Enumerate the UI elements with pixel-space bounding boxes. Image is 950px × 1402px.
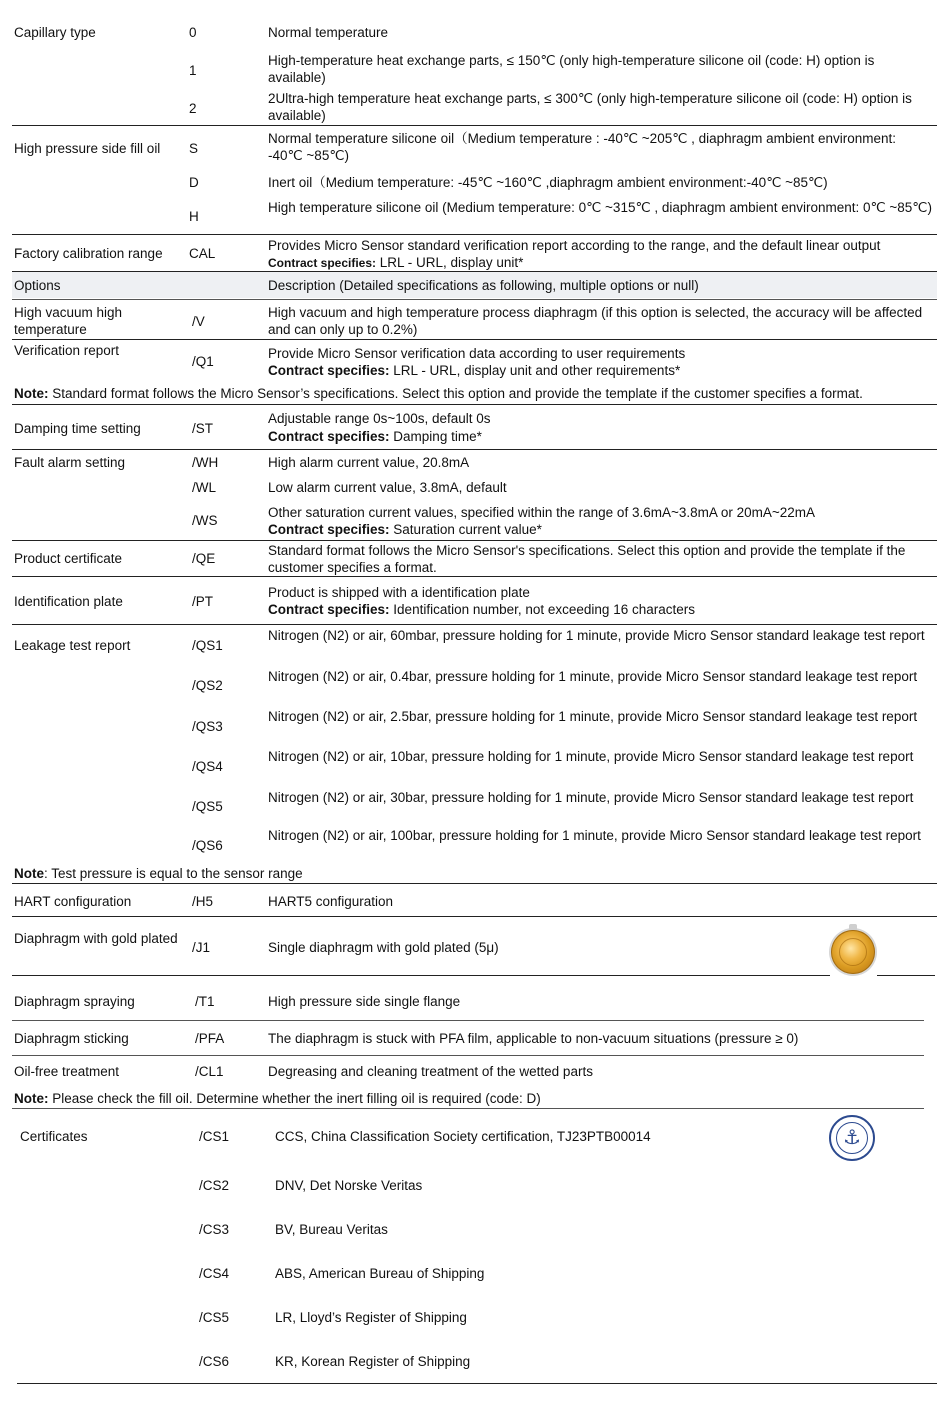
- cert-desc-cs5: LR, Lloyd’s Register of Shipping: [275, 1310, 467, 1325]
- divider: [12, 624, 937, 625]
- calibration-code: CAL: [189, 246, 216, 261]
- oil-free-label: Oil-free treatment: [14, 1064, 120, 1079]
- fill-oil-desc-d: Inert oil（Medium temperature: -45℃ ~160℃ ,diaphragm ambient environment:-40℃ ~85℃): [268, 175, 828, 190]
- id-plate-desc: Product is shipped with a identification plate: [268, 585, 530, 600]
- cert-desc-cs1: CCS, China Classification Society certification, TJ23PTB00014: [275, 1129, 651, 1144]
- leakage-label: Leakage test report: [14, 638, 131, 653]
- fault-alarm-desc-wh: High alarm current value, 20.8mA: [268, 455, 470, 470]
- divider: [12, 1020, 924, 1021]
- contract-label: Contract specifies:: [268, 363, 390, 378]
- note-text: Please check the fill oil. Determine whether the inert filling oil is required (code: D): [48, 1091, 541, 1106]
- sticking-code: /PFA: [195, 1031, 225, 1046]
- contract-text: LRL - URL, display unit and other requirements*: [389, 363, 681, 378]
- contract-label: Contract specifies:: [268, 522, 390, 537]
- cert-code-cs2: /CS2: [199, 1178, 230, 1193]
- leakage-desc-qs2: Nitrogen (N2) or air, 0.4bar, pressure holding for 1 minute, provide Micro Sensor standard leakage test report: [268, 669, 918, 684]
- vacuum-code: /V: [192, 314, 205, 329]
- spraying-code: /T1: [195, 994, 215, 1009]
- gold-desc: Single diaphragm with gold plated (5μ): [268, 940, 499, 955]
- capillary-desc-2: 2Ultra-high temperature heat exchange parts, ≤ 300℃ (only high-temperature silicone oil (code: H) option is available): [268, 91, 912, 123]
- product-certificate-desc: Standard format follows the Micro Sensor's specifications. Select this option and provide the template if the customer specifies a format.: [268, 543, 906, 575]
- contract-label: Contract specifies:: [268, 429, 390, 444]
- divider: [12, 540, 937, 541]
- note-text: Standard format follows the Micro Sensor’s specifications. Select this option and provide the template if the customer specifies a format.: [48, 386, 863, 401]
- verification-code: /Q1: [192, 354, 214, 369]
- id-plate-contract: [268, 601, 932, 618]
- verification-label: Verification report: [14, 343, 120, 358]
- cert-desc-cs4: ABS, American Bureau of Shipping: [275, 1266, 485, 1281]
- divider: [12, 234, 937, 235]
- capillary-code-2: 2: [189, 101, 197, 116]
- leakage-desc-qs4: Nitrogen (N2) or air, 10bar, pressure holding for 1 minute, provide Micro Sensor standard leakage test report: [268, 749, 914, 764]
- fill-oil-code-s: S: [189, 141, 199, 156]
- calibration-label: Factory calibration range: [14, 246, 163, 261]
- gold-label: Diaphragm with gold plated: [14, 931, 178, 946]
- note-label: Note:: [14, 1091, 49, 1106]
- cert-code-cs3: /CS3: [199, 1222, 230, 1237]
- divider: [12, 576, 937, 577]
- oil-free-desc: Degreasing and cleaning treatment of the wetted parts: [268, 1064, 593, 1079]
- fault-alarm-label: Fault alarm setting: [14, 455, 126, 470]
- divider: [17, 1383, 937, 1384]
- divider: [12, 449, 937, 450]
- fill-oil-desc-h: High temperature silicone oil (Medium temperature: 0℃ ~315℃ , diaphragm ambient environment: 0℃ ~85℃): [268, 200, 932, 215]
- hart-label: HART configuration: [14, 894, 132, 909]
- cert-desc-cs6: KR, Korean Register of Shipping: [275, 1354, 471, 1369]
- divider: [12, 916, 937, 917]
- sticking-desc: The diaphragm is stuck with PFA film, applicable to non-vacuum situations (pressure ≥ 0): [268, 1031, 799, 1046]
- contract-text: Damping time*: [389, 429, 482, 444]
- contract-label: Contract specifies:: [268, 256, 377, 270]
- leakage-desc-qs5: Nitrogen (N2) or air, 30bar, pressure holding for 1 minute, provide Micro Sensor standard leakage test report: [268, 790, 914, 805]
- divider: [12, 339, 937, 340]
- fill-oil-label: High pressure side fill oil: [14, 141, 161, 156]
- spraying-label: Diaphragm spraying: [14, 994, 135, 1009]
- ccs-seal-icon: ⚓: [829, 1115, 875, 1161]
- fill-oil-desc-s: Normal temperature silicone oil（Medium temperature : -40℃ ~205℃ , diaphragm ambient environment: -40℃ ~85℃): [268, 131, 896, 163]
- id-plate-label: Identification plate: [14, 594, 123, 609]
- gold-diaphragm-icon: [831, 930, 875, 974]
- certificates-label: Certificates: [20, 1129, 88, 1144]
- cert-code-cs5: /CS5: [199, 1310, 230, 1325]
- contract-text: LRL - URL, display unit*: [376, 255, 524, 270]
- note-text: : Test pressure is equal to the sensor range: [44, 866, 303, 881]
- capillary-code-1: 1: [189, 63, 197, 78]
- damping-contract: [268, 428, 932, 445]
- capillary-desc-0: Normal temperature: [268, 25, 389, 40]
- hart-code: /H5: [192, 894, 214, 909]
- product-certificate-label: Product certificate: [14, 551, 123, 566]
- damping-desc: Adjustable range 0s~100s, default 0s: [268, 411, 491, 426]
- capillary-code-0: 0: [189, 25, 197, 40]
- leakage-desc-qs6: Nitrogen (N2) or air, 100bar, pressure holding for 1 minute, provide Micro Sensor standard leakage test report: [268, 828, 921, 843]
- fault-alarm-code-wh: /WH: [192, 455, 219, 470]
- spraying-desc: High pressure side single flange: [268, 994, 461, 1009]
- fill-oil-code-d: D: [189, 175, 199, 190]
- fault-alarm-code-ws: /WS: [192, 513, 218, 528]
- cert-code-cs4: /CS4: [199, 1266, 230, 1281]
- verification-contract: [268, 362, 932, 379]
- leakage-desc-qs1: Nitrogen (N2) or air, 60mbar, pressure holding for 1 minute, provide Micro Sensor standard leakage test report: [268, 628, 925, 643]
- fill-oil-code-h: H: [189, 209, 199, 224]
- note-label: Note:: [14, 386, 49, 401]
- cert-desc-cs3: BV, Bureau Veritas: [275, 1222, 388, 1237]
- vacuum-label: High vacuum high temperature: [14, 305, 123, 337]
- capillary-label: Capillary type: [14, 25, 96, 40]
- leakage-code-qs4: /QS4: [192, 759, 223, 774]
- leakage-code-qs2: /QS2: [192, 678, 223, 693]
- options-header-label: Options: [14, 278, 61, 293]
- cert-code-cs6: /CS6: [199, 1354, 230, 1369]
- sticking-label: Diaphragm sticking: [14, 1031, 129, 1046]
- divider: [877, 975, 935, 976]
- divider: [12, 1055, 924, 1056]
- hart-desc: HART5 configuration: [268, 894, 394, 909]
- vacuum-desc: High vacuum and high temperature process diaphragm (if this option is selected, the accuracy will be affected and can only up to 0.2%): [268, 305, 923, 337]
- leakage-code-qs6: /QS6: [192, 838, 223, 853]
- contract-label: Contract specifies:: [268, 602, 390, 617]
- product-certificate-code: /QE: [192, 551, 216, 566]
- fault-alarm-contract: [268, 521, 932, 538]
- cert-code-cs1: /CS1: [199, 1129, 230, 1144]
- divider: [12, 883, 937, 884]
- divider: [12, 404, 937, 405]
- verification-desc: Provide Micro Sensor verification data according to user requirements: [268, 346, 686, 361]
- note-test-pressure: [14, 865, 914, 882]
- gold-code: /J1: [192, 940, 211, 955]
- leakage-code-qs1: /QS1: [192, 638, 223, 653]
- note-label: Note: [14, 866, 44, 881]
- damping-code: /ST: [192, 421, 214, 436]
- contract-text: Identification number, not exceeding 16 characters: [389, 602, 695, 617]
- cert-desc-cs2: DNV, Det Norske Veritas: [275, 1178, 423, 1193]
- leakage-code-qs3: /QS3: [192, 719, 223, 734]
- fault-alarm-desc-wl: Low alarm current value, 3.8mA, default: [268, 480, 507, 495]
- options-header-desc: Description (Detailed specifications as following, multiple options or null): [268, 278, 699, 293]
- note-standard-format: [14, 385, 939, 402]
- divider: [12, 1108, 924, 1109]
- calibration-contract: [268, 254, 932, 272]
- divider: [12, 299, 937, 300]
- contract-text: Saturation current value*: [389, 522, 542, 537]
- damping-label: Damping time setting: [14, 421, 141, 436]
- note-fill-oil: [14, 1090, 924, 1107]
- capillary-desc-1: High-temperature heat exchange parts, ≤ 150℃ (only high-temperature silicone oil (code: H) option is available): [268, 53, 875, 85]
- fault-alarm-desc-ws: Other saturation current values, specified within the range of 3.6mA~3.8mA or 20mA~22mA: [268, 505, 816, 520]
- oil-free-code: /CL1: [195, 1064, 224, 1079]
- divider: [12, 975, 830, 976]
- fault-alarm-code-wl: /WL: [192, 480, 217, 495]
- id-plate-code: /PT: [192, 594, 214, 609]
- leakage-desc-qs3: Nitrogen (N2) or air, 2.5bar, pressure holding for 1 minute, provide Micro Sensor standard leakage test report: [268, 709, 918, 724]
- divider: [12, 125, 937, 126]
- calibration-desc: Provides Micro Sensor standard verification report according to the range, and the default linear output: [268, 238, 881, 253]
- leakage-code-qs5: /QS5: [192, 799, 223, 814]
